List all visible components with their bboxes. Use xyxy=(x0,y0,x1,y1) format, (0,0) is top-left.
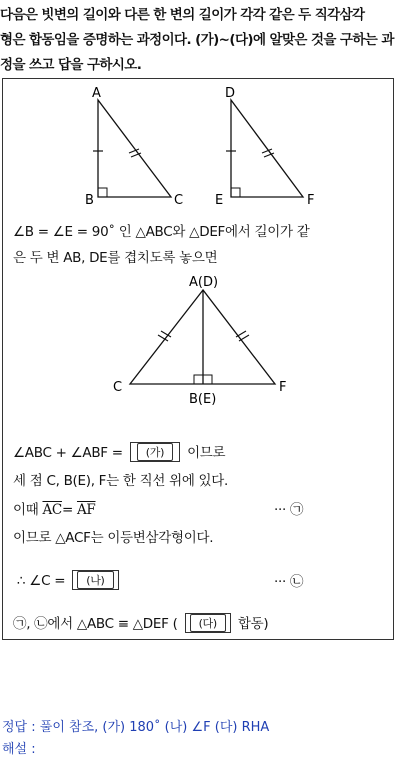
proof-line-2: 은 두 변 AB, DE를 겹치도록 놓으면 xyxy=(13,250,218,266)
label-b-e: B(E) xyxy=(189,392,217,407)
segment-af: $\overline{AF}$ xyxy=(76,502,96,518)
segment-ac: $\overline{AC}$ xyxy=(42,502,62,518)
question-line-1: 다음은 빗변의 길이와 다른 한 변의 길이가 각각 같은 두 직각삼각 xyxy=(0,7,365,23)
triangle-abc xyxy=(98,100,171,197)
right-angle-mark-left xyxy=(194,375,203,384)
proof-step-4: 이므로 △ACF는 이등변삼각형이다. xyxy=(13,530,214,546)
blank-da-box xyxy=(185,613,231,633)
step6-suffix: 합동) xyxy=(237,616,269,632)
blank-ga: (가) xyxy=(137,443,173,461)
blank-na: (나) xyxy=(77,571,113,589)
label-f2: F xyxy=(279,380,287,395)
explanation-label: 해설 : xyxy=(2,742,36,757)
step1-expression: ∠ABC + ∠ABF = xyxy=(13,445,123,461)
marker-1: ··· ㉠ xyxy=(274,502,304,518)
proof-step-1 xyxy=(13,441,225,462)
proof-step-5 xyxy=(17,570,122,590)
blank-na-box xyxy=(72,570,118,590)
blank-da: (다) xyxy=(190,614,226,632)
answer-line: 정답 : 풀이 참조, (가) 180˚ (나) ∠F (다) RHA xyxy=(2,720,270,735)
step6-prefix: ㉠, ㉡에서 △ABC ≡ △DEF ( xyxy=(13,616,178,632)
marker-2: ··· ㉡ xyxy=(274,574,304,590)
label-c: C xyxy=(174,193,184,208)
question-line-2: 형은 합동임을 증명하는 과정이다. (가)~(다)에 알맞은 것을 구하는 과 xyxy=(0,32,394,48)
proof-step-3 xyxy=(13,498,96,518)
label-a-d: A(D) xyxy=(189,275,219,290)
question-line-3: 정을 쓰고 답을 구하시오. xyxy=(0,57,142,73)
step3-prefix: 이때 xyxy=(13,502,39,518)
proof-box xyxy=(2,78,394,640)
two-right-triangles-figure xyxy=(3,79,393,209)
step5-prefix: ∴ ∠C = xyxy=(17,573,66,589)
label-b: B xyxy=(85,193,94,208)
right-angle-mark-b xyxy=(98,188,107,197)
step1-suffix: 이므로 xyxy=(187,445,226,461)
label-e: E xyxy=(215,193,224,208)
right-angle-mark-e xyxy=(231,188,240,197)
proof-step-2: 세 점 C, B(E), F는 한 직선 위에 있다. xyxy=(13,473,229,489)
label-c2: C xyxy=(113,380,123,395)
triangle-def xyxy=(231,100,303,197)
right-angle-mark-right xyxy=(203,375,212,384)
equals-sign: = xyxy=(61,502,73,518)
blank-ga-box xyxy=(130,442,180,462)
label-f: F xyxy=(307,193,315,208)
proof-line-1: ∠B = ∠E = 90˚ 인 △ABC와 △DEF에서 길이가 같 xyxy=(13,224,310,240)
label-a: A xyxy=(92,86,101,101)
label-d: D xyxy=(225,86,236,101)
proof-step-6 xyxy=(13,612,268,633)
isosceles-triangle-figure xyxy=(3,269,393,419)
